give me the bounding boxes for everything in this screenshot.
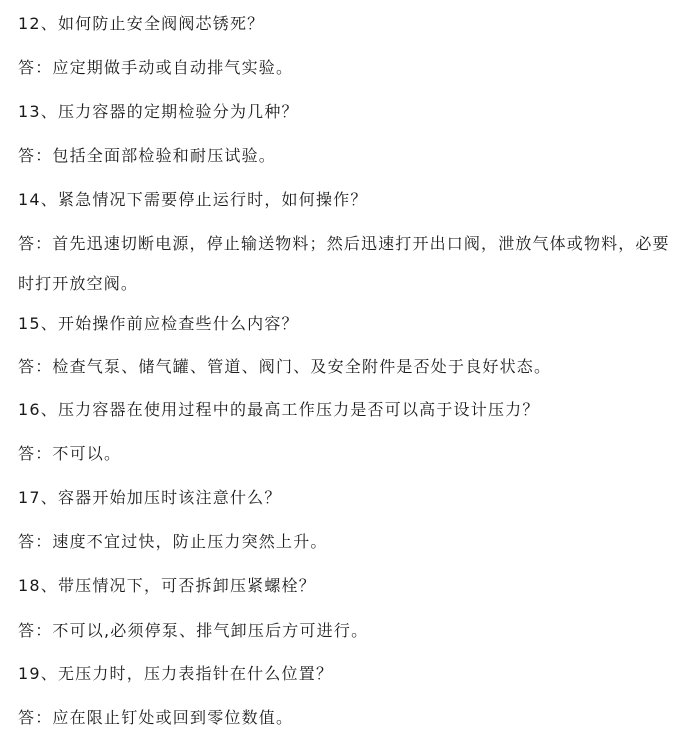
- answer-14: 答：首先迅速切断电源，停止输送物料；然后迅速打开出口阀，泄放气体或物料，必要时打开放空阀。: [18, 234, 670, 293]
- answer-19: 答：应在限止钉处或回到零位数值。: [18, 708, 294, 727]
- question-19: 19、无压力时，压力表指针在什么位置？: [18, 664, 334, 683]
- question-15: 15、开始操作前应检查些什么内容？: [18, 314, 299, 333]
- question-13: 13、压力容器的定期检验分为几种？: [18, 102, 299, 121]
- answer-16: 答：不可以。: [18, 444, 122, 463]
- answer-13: 答：包括全面部检验和耐压试验。: [18, 146, 277, 165]
- question-17: 17、容器开始加压时该注意什么？: [18, 488, 282, 507]
- answer-15: 答：检查气泵、储气罐、管道、阀门、及安全附件是否处于良好状态。: [18, 357, 552, 376]
- answer-12: 答：应定期做手动或自动排气实验。: [18, 58, 294, 77]
- answer-18: 答：不可以,必须停泵、排气卸压后方可进行。: [18, 621, 369, 640]
- answer-17: 答：速度不宜过快，防止压力突然上升。: [18, 532, 328, 551]
- question-18: 18、带压情况下，可否拆卸压紧螺栓？: [18, 576, 316, 595]
- question-14: 14、紧急情况下需要停止运行时，如何操作？: [18, 190, 368, 209]
- question-16: 16、压力容器在使用过程中的最高工作压力是否可以高于设计压力？: [18, 400, 540, 419]
- question-12: 12、如何防止安全阀阀芯锈死？: [18, 14, 265, 33]
